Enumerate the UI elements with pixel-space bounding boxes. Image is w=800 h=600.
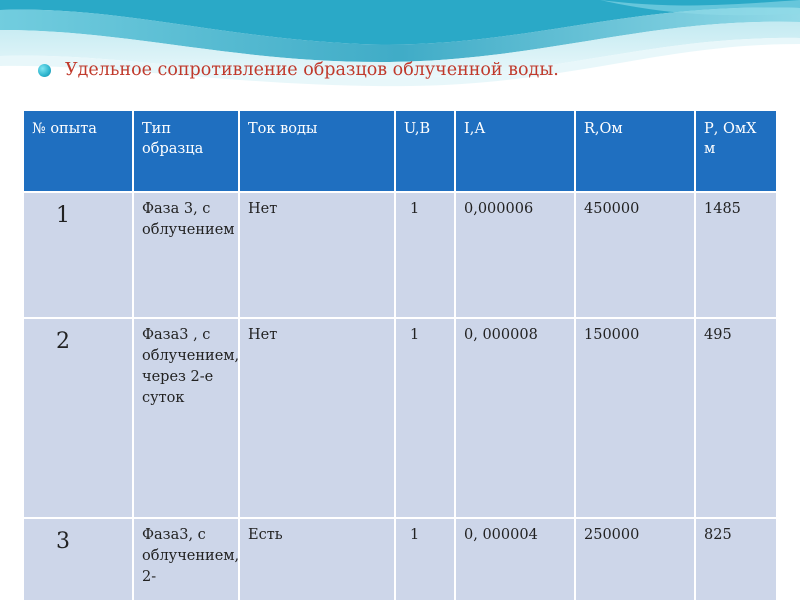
cell-water-current: Нет [239,318,395,518]
cell-sample-type: Фаза3 , с облучением, через 2-е суток [133,318,239,518]
cell-current: 0, 000008 [455,318,575,518]
cell-resistance: 250000 [575,518,695,600]
slide-title-row [38,58,559,82]
cell-resistance: 450000 [575,192,695,318]
cell-resistance: 150000 [575,318,695,518]
cell-experiment-number: 1 [23,192,133,318]
cell-water-current: Есть [239,518,395,600]
header-resistivity: Р, ОмХ м [695,110,776,192]
data-table-container [22,109,776,600]
header-experiment-number: № опыта [23,110,133,192]
table-row [23,192,776,318]
resistance-table [22,109,776,600]
header-water-current: Ток воды [239,110,395,192]
table-header-row [23,110,776,192]
cell-resistivity: 1485 [695,192,776,318]
table-row [23,518,776,600]
cell-sample-type: Фаза3, с облучением, 2- [133,518,239,600]
header-current: I,А [455,110,575,192]
header-sample-type: Тип образца [133,110,239,192]
cell-experiment-number: 3 [23,518,133,600]
bullet-icon [38,64,51,77]
cell-water-current: Нет [239,192,395,318]
cell-resistivity: 825 [695,518,776,600]
cell-resistivity: 495 [695,318,776,518]
table-row [23,318,776,518]
cell-current: 0, 000004 [455,518,575,600]
cell-voltage: 1 [395,192,455,318]
cell-experiment-number: 2 [23,318,133,518]
header-voltage: U,В [395,110,455,192]
slide-title: Удельное сопротивление образцов облученной воды. [65,60,559,80]
cell-voltage: 1 [395,518,455,600]
header-resistance: R,Ом [575,110,695,192]
cell-sample-type: Фаза 3, с облучением [133,192,239,318]
cell-voltage: 1 [395,318,455,518]
cell-current: 0,000006 [455,192,575,318]
